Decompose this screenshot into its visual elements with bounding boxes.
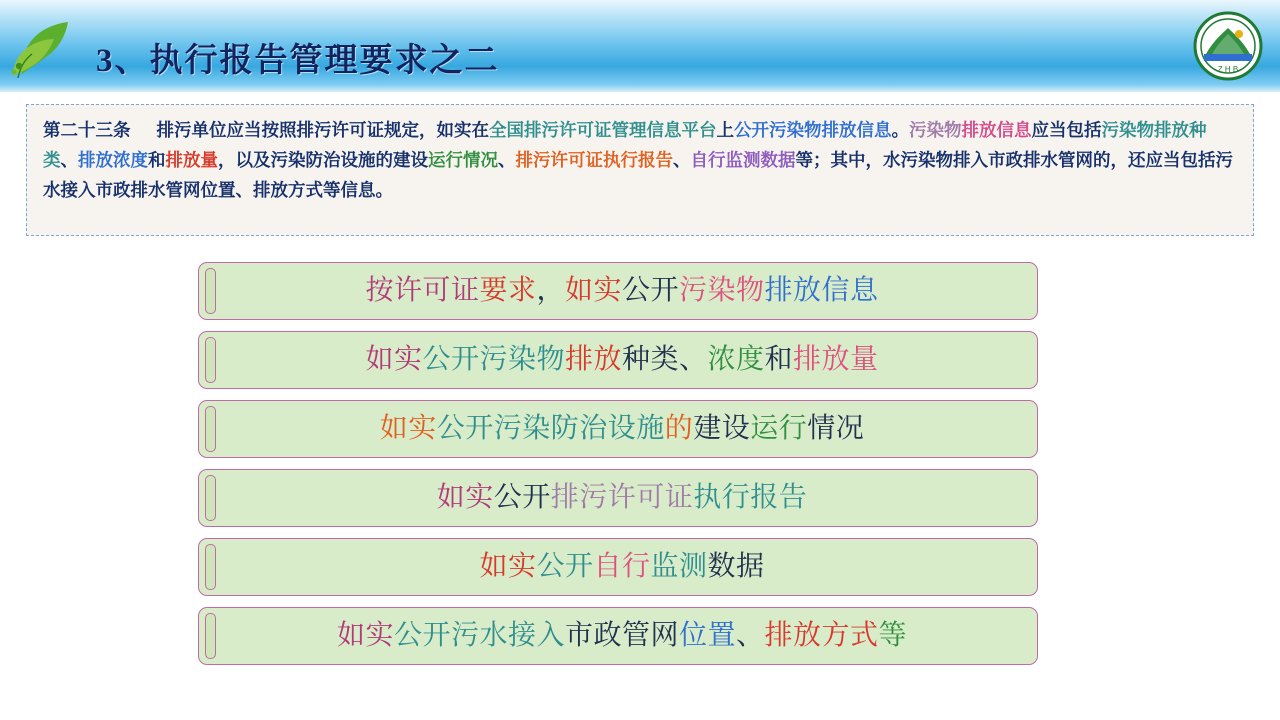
article-segment: 公开污染物排放信息 (734, 120, 892, 140)
banner-text-run: 情况 (807, 413, 865, 444)
article-label: 第二十三条 (43, 120, 131, 140)
banner-text-run: 排放信息 (764, 275, 879, 306)
zhb-emblem-icon (1192, 10, 1264, 82)
article-segment: 排放量 (165, 150, 218, 170)
banner-text-run: 种类、 (621, 344, 708, 375)
article-segment: 运行情况 (428, 150, 498, 170)
banner-text-run: 自行 (593, 551, 651, 582)
banner-left-tab (205, 613, 216, 659)
summary-banner (198, 607, 1038, 665)
summary-banner (198, 331, 1038, 389)
banner-text-run: 排放量 (793, 344, 879, 375)
banner-text-run: 如实 (379, 413, 437, 444)
banner-text-run: 如实 (436, 482, 494, 513)
banner-text-run: 要求 (479, 275, 537, 306)
article-segment: 排放信息 (961, 120, 1032, 140)
banner-text (471, 551, 764, 583)
banner-text-run: 如实 (564, 275, 622, 306)
summary-banner (198, 469, 1038, 527)
banner-text-run: 公开污水接入 (393, 620, 565, 651)
article-segment: 和 (148, 150, 166, 170)
slide-header (0, 0, 1280, 92)
banner-text-run: 公开污染物 (422, 344, 565, 375)
banner-text-run: 如实 (336, 620, 394, 651)
banner-text-run: 污染物 (679, 275, 765, 306)
article-text (43, 115, 1239, 205)
article-segment: ，以及污染防治设施的建设 (218, 150, 428, 170)
summary-banner (198, 262, 1038, 320)
article-segment: 等；其中，水污染物排入市政排水管网的，还应当包括污水接入市政排水管网位置、排放方式等信息。 (43, 150, 1233, 200)
banner-text-run: 公开污染防治设施 (436, 413, 665, 444)
banner-text (329, 620, 907, 652)
article-segment: 。 (891, 120, 909, 140)
banner-text (357, 275, 878, 307)
banner-text-run: 公开 (622, 275, 680, 306)
article-segment: 污染物排放种类 (43, 120, 1207, 170)
article-segment: 上 (716, 120, 734, 140)
article-segment: 自行监测数据 (690, 150, 796, 170)
article-segment: 排污许可证执行报告 (515, 150, 673, 170)
article-segment: 、 (673, 150, 691, 170)
article-body (43, 120, 1233, 200)
banner-left-tab (205, 406, 216, 452)
page-title: 3、执行报告管理要求之二 (96, 43, 500, 79)
banner-text-run: 建设 (693, 413, 751, 444)
article-segment: 全国排污许可证管理信息平台 (489, 120, 717, 140)
banner-text-run: 和 (764, 344, 794, 375)
banner-text-run: 执行报告 (693, 482, 808, 513)
banner-text-run: ， (536, 275, 565, 306)
article-segment: 排放浓度 (78, 150, 148, 170)
banner-text-run: 排放方式 (764, 620, 879, 651)
banner-text (372, 413, 865, 445)
banner-text-run: 运行 (750, 413, 808, 444)
banner-text-run: 公开 (536, 551, 594, 582)
banner-text-run: 如实 (479, 551, 537, 582)
banner-text-run: 排污许可证 (550, 482, 694, 513)
green-leaf-logo (8, 14, 82, 80)
banner-text-run: 公开 (493, 482, 551, 513)
article-segment: 、 (60, 150, 78, 170)
article-segment: 污染物 (909, 120, 962, 140)
summary-banner-list (198, 262, 1038, 676)
banner-text-run: 如实 (365, 344, 423, 375)
zhb-badge-text: Z H B (1217, 65, 1239, 74)
banner-text-run: 位置 (678, 620, 736, 651)
banner-left-tab (205, 268, 216, 314)
banner-text (357, 344, 878, 376)
banner-left-tab (205, 337, 216, 383)
banner-text-run: 数据 (707, 551, 765, 582)
article-segment: 应当包括 (1031, 120, 1102, 140)
summary-banner (198, 400, 1038, 458)
banner-text-run: 监测 (650, 551, 708, 582)
banner-text-run: 、 (736, 620, 765, 651)
article-segment: 排污单位应当按照排污许可证规定，如实在 (156, 120, 489, 140)
banner-text (429, 482, 808, 514)
summary-banner (198, 538, 1038, 596)
banner-left-tab (205, 475, 216, 521)
banner-text-run: 的 (664, 413, 694, 444)
banner-text-run: 浓度 (707, 344, 765, 375)
banner-text-run: 等 (878, 620, 908, 651)
banner-text-run: 按许可证 (365, 275, 480, 306)
article-segment: 、 (498, 150, 516, 170)
banner-text-run: 市政管网 (564, 620, 679, 651)
article-quote-box (26, 104, 1254, 236)
banner-text-run: 排放 (564, 344, 622, 375)
banner-left-tab (205, 544, 216, 590)
